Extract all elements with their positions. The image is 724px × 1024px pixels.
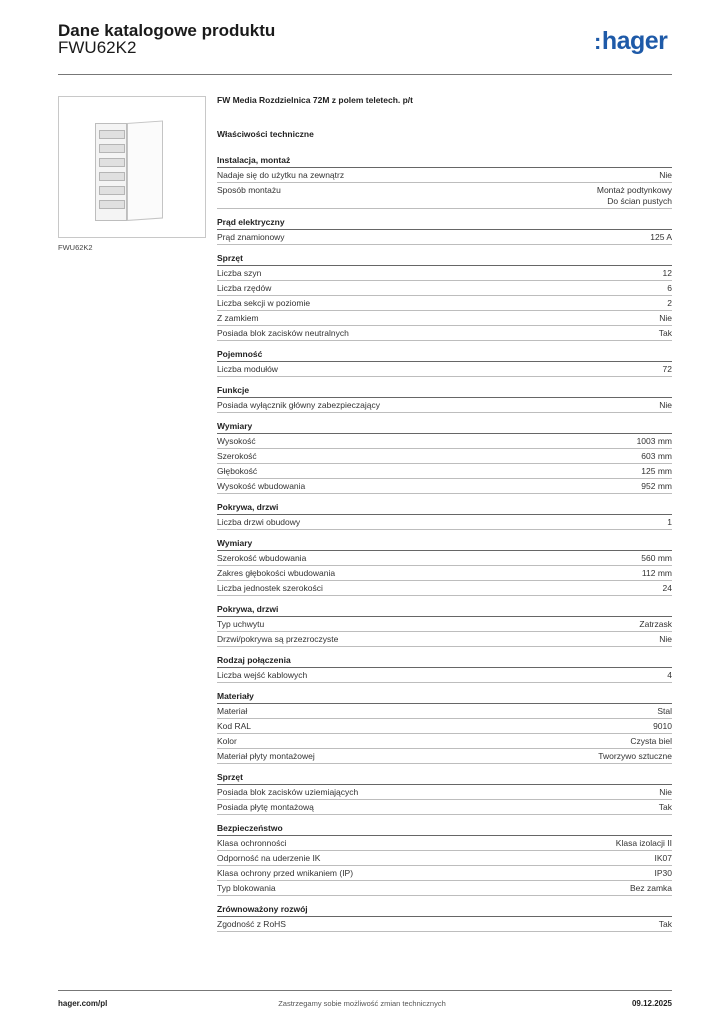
- spec-label: Liczba wejść kablowych: [217, 670, 308, 680]
- spec-label: Szerokość wbudowania: [217, 553, 307, 563]
- spec-value: 1003 mm: [636, 436, 672, 446]
- section-heading: Wymiary: [217, 421, 672, 434]
- spec-row: [217, 917, 672, 932]
- spec-section: [217, 217, 672, 245]
- spec-value: Czysta biel: [630, 736, 672, 746]
- spec-label: Typ uchwytu: [217, 619, 265, 629]
- spec-label: Odporność na uderzenie IK: [217, 853, 321, 863]
- spec-value: 125 A: [650, 232, 672, 242]
- spec-value: 603 mm: [641, 451, 672, 461]
- spec-label: Liczba szyn: [217, 268, 262, 278]
- spec-value: 560 mm: [641, 553, 672, 563]
- section-gap: [217, 764, 672, 772]
- rail-row: [99, 144, 125, 153]
- spec-section: [217, 385, 672, 413]
- spec-label: Głębokość: [217, 466, 258, 476]
- spec-section: [217, 691, 672, 764]
- spec-value: Stal: [657, 706, 672, 716]
- spec-row: [217, 704, 672, 719]
- section-gap: [217, 245, 672, 253]
- spec-value: 12: [662, 268, 672, 278]
- section-gap: [217, 596, 672, 604]
- spec-section: [217, 349, 672, 377]
- spec-value: IK07: [654, 853, 672, 863]
- spec-label: Materiał płyty montażowej: [217, 751, 315, 761]
- spec-section: [217, 655, 672, 683]
- spec-value: Tak: [658, 919, 672, 929]
- spec-row: [217, 632, 672, 647]
- section-heading: Bezpieczeństwo: [217, 823, 672, 836]
- tech-properties-heading: Właściwości techniczne: [217, 129, 314, 139]
- header-divider: [58, 74, 672, 75]
- spec-row: [217, 551, 672, 566]
- spec-section: [217, 155, 672, 209]
- footer-disclaimer: Zastrzegamy sobie możliwość zmian technicznych: [278, 999, 446, 1008]
- spec-value: 6: [667, 283, 672, 293]
- spec-label: Zakres głębokości wbudowania: [217, 568, 336, 578]
- spec-value: Nie: [659, 400, 672, 410]
- spec-value: Bez zamka: [629, 883, 672, 893]
- spec-label: Posiada blok zacisków neutralnych: [217, 328, 349, 338]
- spec-section: [217, 421, 672, 494]
- product-image: [58, 96, 206, 238]
- spec-section: [217, 823, 672, 896]
- spec-value: 1: [667, 517, 672, 527]
- spec-label: Typ blokowania: [217, 883, 276, 893]
- spec-label: Liczba jednostek szerokości: [217, 583, 323, 593]
- section-heading: Zrównoważony rozwój: [217, 904, 672, 917]
- section-heading: Sprzęt: [217, 772, 672, 785]
- spec-label: Prąd znamionowy: [217, 232, 285, 242]
- spec-value: 24: [662, 583, 672, 593]
- spec-row: [217, 785, 672, 800]
- logo-text: hager: [601, 27, 668, 55]
- section-heading: Materiały: [217, 691, 672, 704]
- rail-row: [99, 130, 125, 139]
- spec-row: [217, 398, 672, 413]
- spec-label: Sposób montażu: [217, 185, 281, 195]
- footer-date: 09.12.2025: [631, 999, 672, 1008]
- section-gap: [217, 413, 672, 421]
- spec-label: Wysokość: [217, 436, 256, 446]
- cabinet-door: [127, 120, 163, 221]
- product-title: FW Media Rozdzielnica 72M z polem teletech. p/t: [217, 95, 414, 105]
- rail-row: [99, 200, 125, 209]
- spec-row: [217, 281, 672, 296]
- section-gap: [217, 494, 672, 502]
- spec-value: Tak: [658, 802, 672, 812]
- spec-row: [217, 515, 672, 530]
- section-gap: [217, 341, 672, 349]
- spec-row: [217, 266, 672, 281]
- spec-value: Montaż podtynkowy Do ścian pustych: [596, 185, 672, 206]
- spec-row: [217, 311, 672, 326]
- section-gap: [217, 209, 672, 217]
- spec-value: 952 mm: [641, 481, 672, 491]
- footer-divider: [58, 990, 672, 991]
- spec-label: Z zamkiem: [217, 313, 259, 323]
- section-gap: [217, 647, 672, 655]
- cabinet-body: [95, 123, 127, 221]
- spec-value: Nie: [659, 634, 672, 644]
- hager-logo[interactable]: [594, 27, 667, 56]
- spec-row: [217, 464, 672, 479]
- spec-row: [217, 183, 672, 209]
- section-heading: Pokrywa, drzwi: [217, 604, 672, 617]
- product-details: [217, 95, 672, 932]
- spec-value: Nie: [659, 313, 672, 323]
- spec-section: [217, 904, 672, 932]
- spec-label: Wysokość wbudowania: [217, 481, 306, 491]
- spec-label: Materiał: [217, 706, 248, 716]
- spec-row: [217, 617, 672, 632]
- spec-value: Zatrzask: [639, 619, 672, 629]
- spec-row: [217, 581, 672, 596]
- rail-row: [99, 186, 125, 195]
- spec-section: [217, 772, 672, 815]
- product-code: FWU62K2: [58, 38, 137, 57]
- section-gap: [217, 683, 672, 691]
- spec-label: Kolor: [217, 736, 237, 746]
- section-gap: [217, 530, 672, 538]
- section-heading: Sprzęt: [217, 253, 672, 266]
- spec-value: Tak: [658, 328, 672, 338]
- spec-row: [217, 449, 672, 464]
- spec-label: Posiada wyłącznik główny zabezpieczający: [217, 400, 380, 410]
- spec-row: [217, 734, 672, 749]
- section-heading: Wymiary: [217, 538, 672, 551]
- section-heading: Pojemność: [217, 349, 672, 362]
- section-gap: [217, 896, 672, 904]
- spec-row: [217, 851, 672, 866]
- footer-website-link[interactable]: hager.com/pl: [58, 999, 108, 1008]
- spec-row: [217, 326, 672, 341]
- spec-section: [217, 604, 672, 647]
- section-heading: Funkcje: [217, 385, 672, 398]
- page-title: Dane katalogowe produktu: [58, 21, 276, 40]
- spec-row: [217, 800, 672, 815]
- spec-row: [217, 479, 672, 494]
- spec-label: Posiada płytę montażową: [217, 802, 314, 812]
- spec-label: Liczba sekcji w poziomie: [217, 298, 311, 308]
- section-heading: Pokrywa, drzwi: [217, 502, 672, 515]
- section-gap: [217, 815, 672, 823]
- spec-row: [217, 881, 672, 896]
- spec-value: 9010: [653, 721, 672, 731]
- spec-row: [217, 434, 672, 449]
- spec-section: [217, 253, 672, 341]
- spec-label: Klasa ochrony przed wnikaniem (IP): [217, 868, 354, 878]
- spec-row: [217, 296, 672, 311]
- spec-row: [217, 866, 672, 881]
- spec-value: 125 mm: [641, 466, 672, 476]
- spec-row: [217, 719, 672, 734]
- spec-row: [217, 230, 672, 245]
- cabinet-illustration: [95, 123, 167, 221]
- spec-value: IP30: [654, 868, 672, 878]
- spec-row: [217, 836, 672, 851]
- spec-value: 2: [667, 298, 672, 308]
- spec-section: [217, 538, 672, 596]
- section-heading: Instalacja, montaż: [217, 155, 672, 168]
- spec-value: 72: [662, 364, 672, 374]
- spec-row: [217, 566, 672, 581]
- section-heading: Prąd elektryczny: [217, 217, 672, 230]
- spec-label: Liczba modułów: [217, 364, 278, 374]
- spec-row: [217, 168, 672, 183]
- rail-row: [99, 172, 125, 181]
- section-gap: [217, 377, 672, 385]
- spec-label: Kod RAL: [217, 721, 252, 731]
- logo-dots: :: [594, 29, 601, 54]
- image-caption: FWU62K2: [58, 243, 93, 252]
- spec-row: [217, 668, 672, 683]
- spec-label: Nadaje się do użytku na zewnątrz: [217, 170, 345, 180]
- spec-value: Nie: [659, 170, 672, 180]
- spec-label: Liczba drzwi obudowy: [217, 517, 301, 527]
- spec-label: Klasa ochronności: [217, 838, 287, 848]
- spec-section: [217, 502, 672, 530]
- spec-value: 112 mm: [641, 568, 672, 578]
- spec-label: Szerokość: [217, 451, 257, 461]
- spec-value: Tworzywo sztuczne: [598, 751, 672, 761]
- spec-label: Drzwi/pokrywa są przezroczyste: [217, 634, 339, 644]
- spec-value: 4: [667, 670, 672, 680]
- spec-sections: [217, 155, 672, 932]
- rail-row: [99, 158, 125, 167]
- spec-label: Posiada blok zacisków uziemiających: [217, 787, 359, 797]
- spec-label: Liczba rzędów: [217, 283, 272, 293]
- spec-label: Zgodność z RoHS: [217, 919, 286, 929]
- spec-value: Klasa izolacji II: [615, 838, 672, 848]
- spec-row: [217, 362, 672, 377]
- section-heading: Rodzaj połączenia: [217, 655, 672, 668]
- spec-row: [217, 749, 672, 764]
- spec-value: Nie: [659, 787, 672, 797]
